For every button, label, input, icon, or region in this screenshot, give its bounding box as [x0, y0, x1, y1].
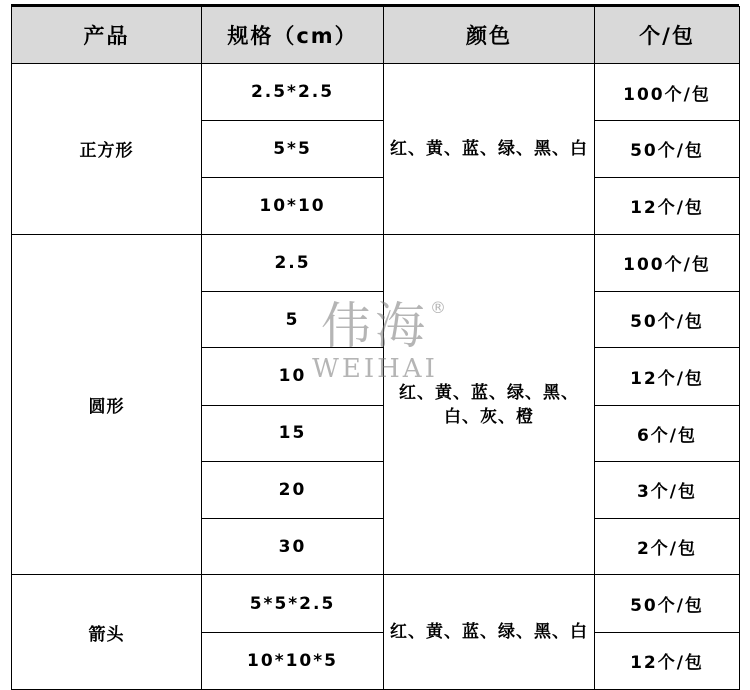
- size-cell: 5*5: [202, 121, 384, 177]
- spec-table: [11, 6, 740, 690]
- pack-cell: 100个/包: [595, 234, 740, 291]
- pack-cell: 12个/包: [595, 632, 740, 689]
- registered-mark: ®: [430, 298, 446, 317]
- pack-cell: 3个/包: [595, 461, 740, 518]
- pack-cell: 2个/包: [595, 519, 740, 575]
- header-size: 规格（cm）: [202, 7, 384, 64]
- header-pack: 个/包: [595, 7, 740, 64]
- pack-cell: 100个/包: [595, 64, 740, 121]
- header-product: 产品: [12, 7, 202, 64]
- table-row: [12, 575, 740, 632]
- pack-cell: 50个/包: [595, 292, 740, 348]
- pack-cell: 50个/包: [595, 121, 740, 177]
- size-cell: 20: [202, 461, 384, 518]
- watermark-text: WEIHAI: [312, 354, 438, 384]
- size-cell: 15: [202, 405, 384, 461]
- header-row: [12, 7, 740, 64]
- product-arrow: 箭头: [12, 575, 202, 690]
- size-cell: 2.5*2.5: [202, 64, 384, 121]
- pack-cell: 6个/包: [595, 405, 740, 461]
- pack-cell: 50个/包: [595, 575, 740, 632]
- header-color: 颜色: [384, 7, 595, 64]
- table-row: [12, 64, 740, 121]
- size-cell: 30: [202, 519, 384, 575]
- product-square: 正方形: [12, 64, 202, 235]
- pack-cell: 12个/包: [595, 177, 740, 234]
- pack-cell: 12个/包: [595, 348, 740, 405]
- size-cell: 5*5*2.5: [202, 575, 384, 632]
- size-cell: 2.5: [202, 234, 384, 291]
- size-cell: 5: [202, 292, 384, 348]
- color-cell: 红、黄、蓝、绿、黑、白: [384, 575, 595, 690]
- size-cell: 10*10: [202, 177, 384, 234]
- size-cell: 10: [202, 348, 384, 405]
- color-cell: 红、黄、蓝、绿、黑、白: [384, 64, 595, 235]
- size-cell: 10*10*5: [202, 632, 384, 689]
- color-cell: 红、黄、蓝、绿、黑、白、灰、橙: [384, 234, 595, 575]
- product-circle: 圆形: [12, 234, 202, 575]
- watermark-logo: 伟海: [321, 297, 429, 355]
- table-row: [12, 234, 740, 291]
